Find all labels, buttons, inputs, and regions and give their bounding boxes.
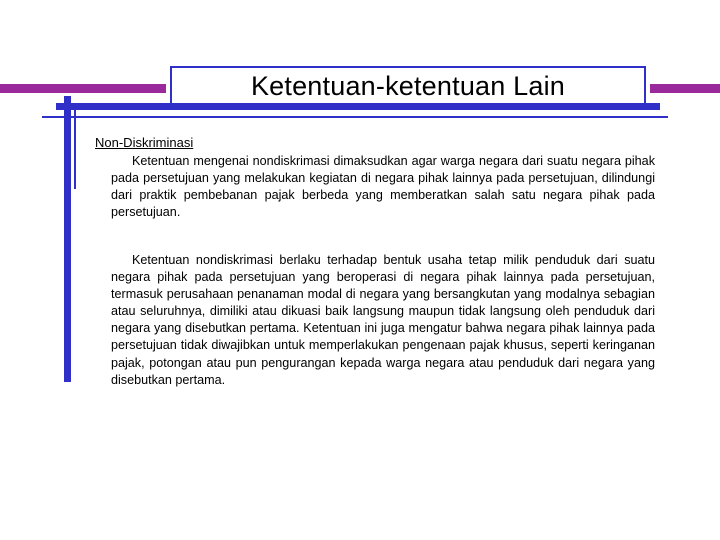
- decorative-horizontal-line-thick: [56, 103, 660, 110]
- decorative-horizontal-line-thin: [42, 116, 668, 118]
- paragraph: Ketentuan mengenai nondiskrimasi dimaksudkan agar warga negara dari suatu negara pihak pada persetujuan yang melakukan kegiatan di negara pihak lainnya pada persetujuan, dilindungi dari praktik pembebanan pajak berbeda yang memberatkan salah satu negara pihak pada persetujuan.: [111, 154, 655, 220]
- title-box: [170, 66, 646, 106]
- slide-title: Ketentuan-ketentuan Lain: [250, 70, 566, 101]
- decorative-bar-left: [0, 84, 166, 93]
- paragraph: Ketentuan nondiskrimasi berlaku terhadap bentuk usaha tetap milik penduduk dari suatu negara pihak pada persetujuan yang beroperasi di negara pihak lainnya pada persetujuan, termasuk perusahaan penanaman modal di negara yang bersangkutan yang modalnya sebagian atau seluruhnya, dimiliki atau dikuasi baik langsung maupun tidak langsung oleh penduduk dari negara yang disebutkan pertama. Ketentuan ini juga mengatur bahwa negara pihak lainnya pada persetujuan tidak diwajibkan untuk memperlakukan pengenaan pajak khusus, seperti keringanan pajak, potongan atau pun pengurangan kepada warga negara atau penduduk dari negara yang disebutkan pertama.: [111, 253, 655, 387]
- decorative-vertical-line-thick: [64, 96, 71, 382]
- decorative-bar-right: [650, 84, 720, 93]
- section-heading: Non-Diskriminasi: [95, 135, 194, 150]
